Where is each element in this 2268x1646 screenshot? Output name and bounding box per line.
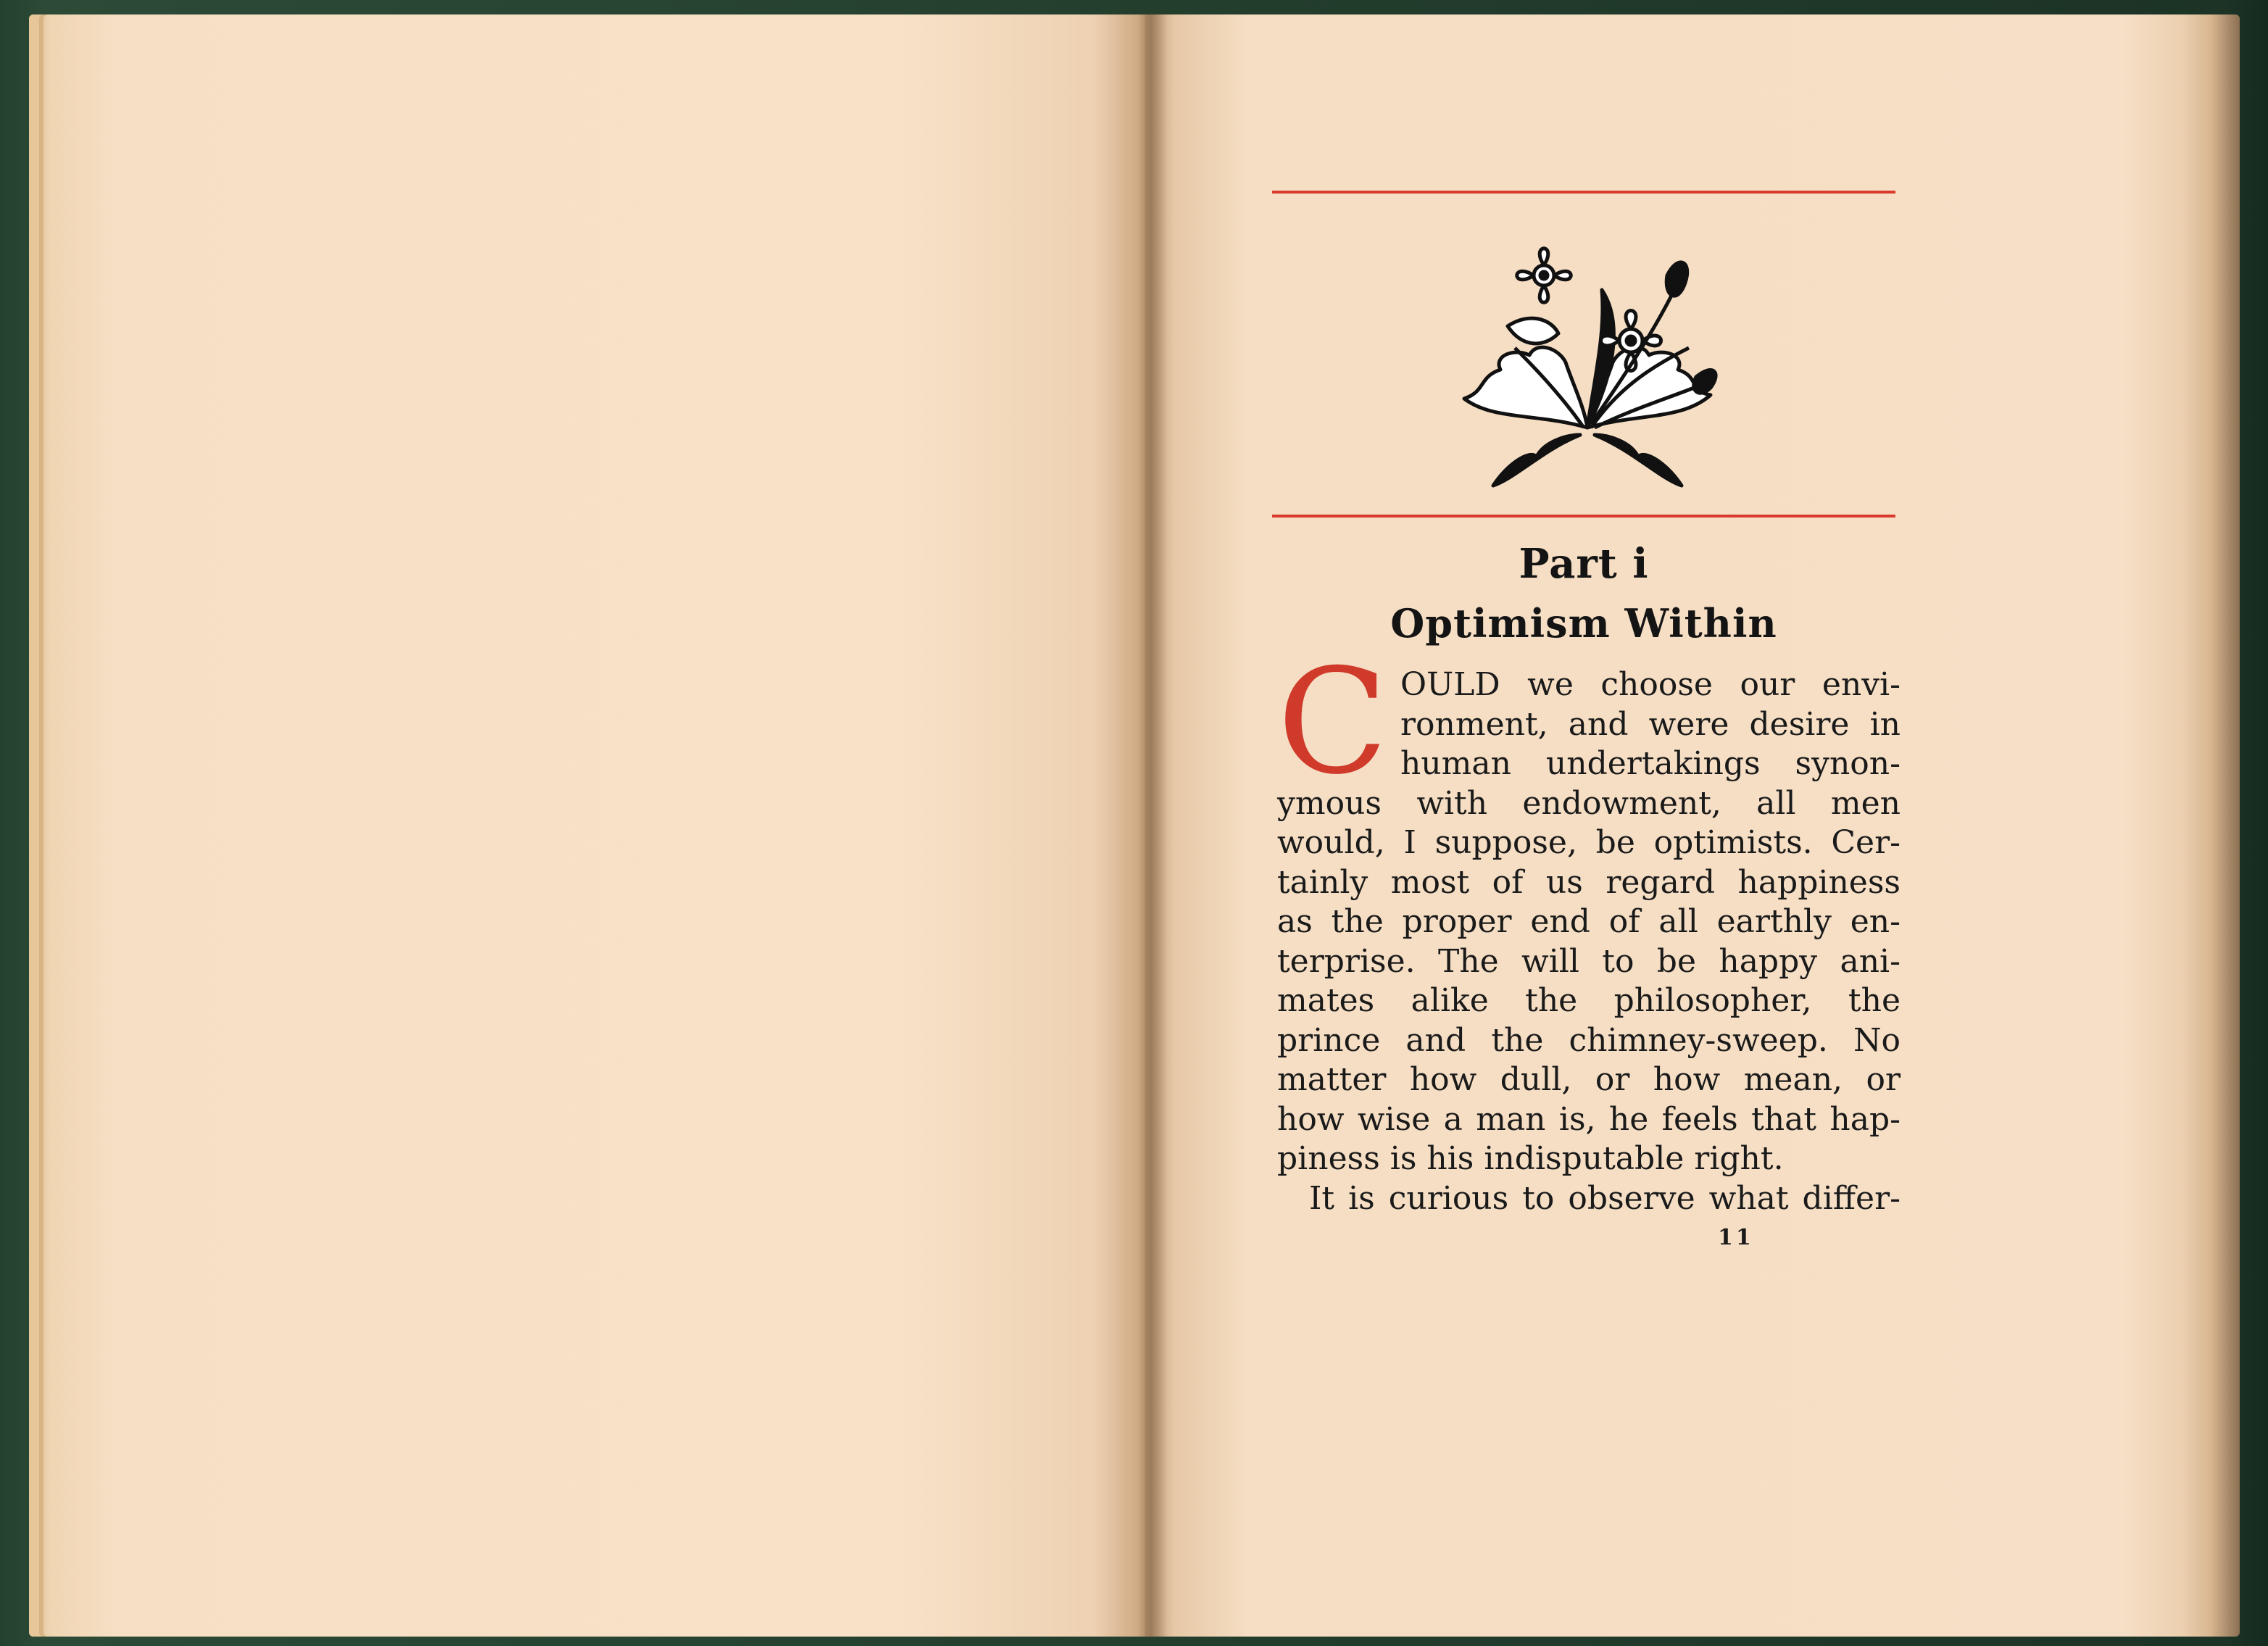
left-page-blank [29, 14, 1145, 1637]
bottom-red-rule [1272, 515, 1895, 518]
text-line: matter how dull, or how mean, or [1277, 1061, 1901, 1098]
text-line: piness is his indisputable right. [1277, 1140, 1784, 1177]
text-line: mates alike the philosopher, the [1277, 982, 1901, 1019]
part-title: Part i [1519, 540, 1649, 588]
text-line: tainly most of us regard happiness [1277, 863, 1901, 901]
body-text [1277, 665, 1901, 1218]
text-line: ymous with endowment, all men [1277, 784, 1901, 822]
text-line: human undertakings synon- [1400, 745, 1901, 782]
primrose-flower-icon [1450, 246, 1725, 493]
chapter-title: Optimism Within [1390, 600, 1777, 647]
text-line: prince and the chimney-sweep. No [1277, 1021, 1901, 1059]
book-spread [29, 14, 2240, 1637]
text-line: ronment, and were desire in [1400, 705, 1901, 743]
text-line: as the proper end of all earthly en- [1277, 903, 1901, 940]
text-line: OULD we choose our envi- [1400, 666, 1901, 703]
gutter-shadow [1138, 14, 1167, 1637]
top-red-rule [1272, 191, 1895, 194]
text-line: terprise. The will to be happy ani- [1277, 942, 1901, 980]
page-number: 11 [1718, 1225, 1754, 1250]
text-line: It is curious to observe what differ- [1309, 1179, 1901, 1217]
text-line: would, I suppose, be optimists. Cer- [1277, 824, 1901, 861]
text-line: how wise a man is, he feels that hap- [1277, 1100, 1901, 1138]
drop-cap: C [1277, 638, 1389, 807]
